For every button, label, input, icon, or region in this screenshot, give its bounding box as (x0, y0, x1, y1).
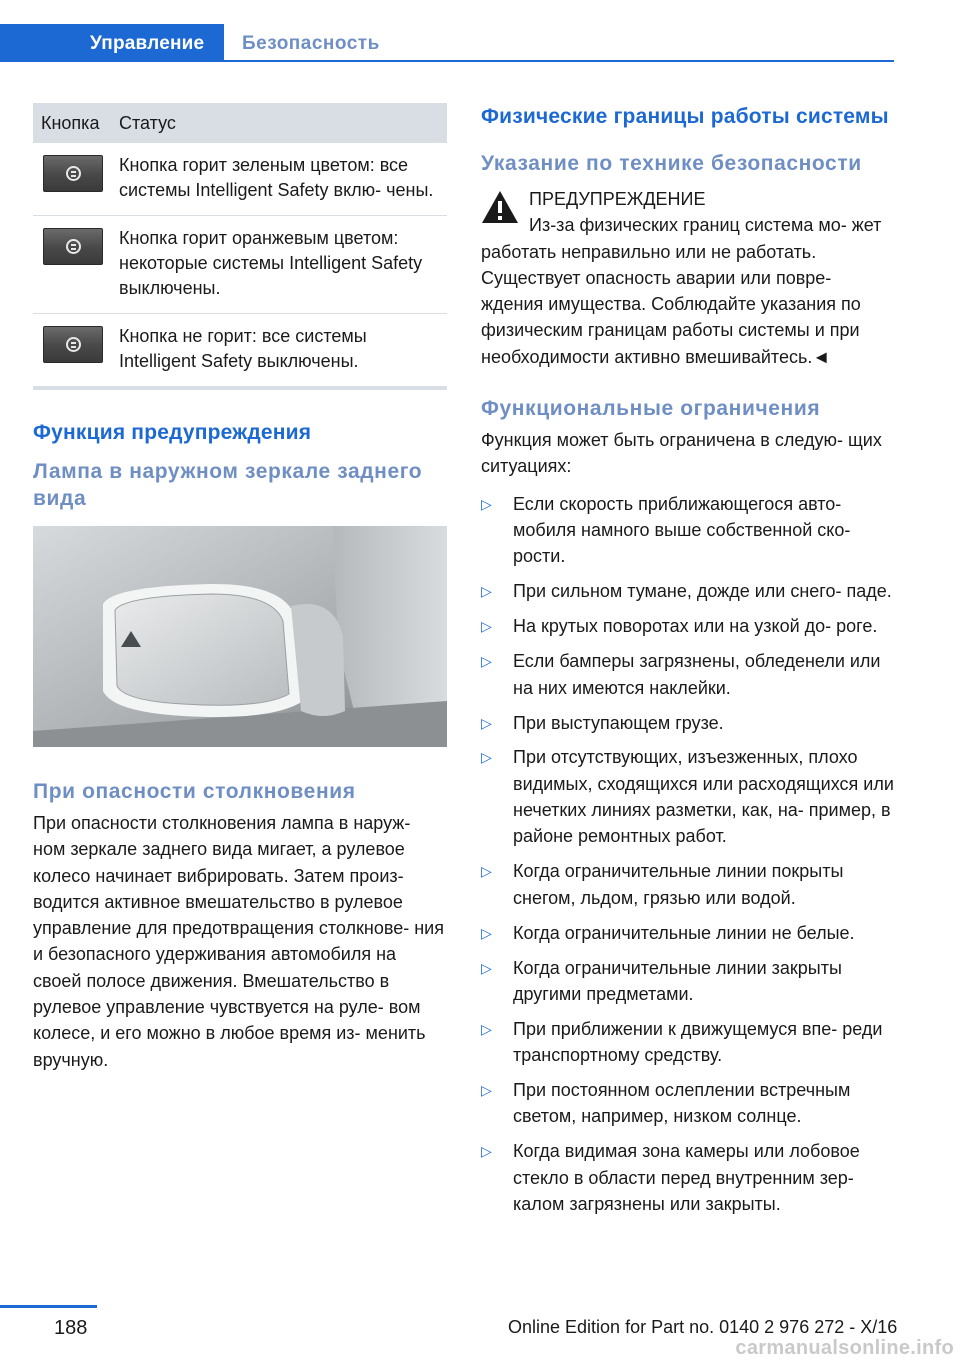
bullet-arrow-icon: ▷ (481, 749, 492, 766)
heading-physical-limits: Физические границы работы системы (481, 105, 889, 128)
list-item: ▷ При приближении к движущемуся впе‐ реди транспортному средству. (481, 1016, 896, 1069)
list-item: ▷ Когда видимая зона камеры или лобовое стекло в области перед внутренним зер‐ калом загрязнены или закрыты. (481, 1138, 896, 1217)
bullet-arrow-icon: ▷ (481, 1143, 492, 1160)
bullet-arrow-icon: ▷ (481, 618, 492, 635)
side-mirror-illustration (33, 526, 447, 747)
bullet-arrow-icon: ▷ (481, 495, 492, 512)
bullet-arrow-icon: ▷ (481, 653, 492, 670)
list-item: ▷ При постоянном ослеплении встречным светом, например, низком солнце. (481, 1077, 896, 1130)
side-mirror-photo (33, 526, 447, 747)
table-cell-button (33, 216, 111, 314)
table-header-status: Статус (111, 103, 447, 143)
list-item: ▷ Если скорость приближающегося авто‐ мобиля намного выше собственной ско‐ рости. (481, 491, 896, 570)
right-column (481, 103, 896, 1226)
bullet-arrow-icon: ▷ (481, 959, 492, 976)
table-header-row (33, 103, 447, 143)
intelligent-safety-button-icon (43, 155, 103, 192)
warning-text: Из-за физических границ система мо‐ жет работать неправильно или не работать. Существует опасность аварии или повре‐ ждения имущества. Соблюдайте указания по физическим границам работы системы и при необходимости активно вмешивайтесь.◄ (481, 215, 882, 367)
table-row (33, 216, 447, 314)
intelligent-safety-button-icon (43, 228, 103, 265)
header-tabs (0, 24, 894, 62)
list-item: ▷ При отсутствующих, изъезженных, плохо видимых, сходящихся или расходящихся или нечетких линиях разметки, как, на‐ пример, в районе ремонтных работ. (481, 744, 896, 849)
watermark: carmanualsonline.info (735, 1337, 954, 1359)
edition-text: Online Edition for Part no. 0140 2 976 272 - X/16 (508, 1317, 898, 1337)
bullet-arrow-icon: ▷ (481, 863, 492, 880)
list-item: ▷ Когда ограничительные линии покрыты снегом, льдом, грязью или водой. (481, 858, 896, 911)
button-status-table (33, 103, 447, 390)
heading-warning-function: Функция предупреждения (33, 421, 312, 444)
bullet-arrow-icon: ▷ (481, 583, 492, 600)
warning-block (481, 186, 896, 370)
table-row (33, 314, 447, 389)
limits-intro: Функция может быть ограничена в следую‐ щих ситуациях: (481, 430, 882, 477)
page-number: 188 (54, 1317, 88, 1339)
list-item: ▷ На крутых поворотах или на узкой до‐ роге. (481, 613, 896, 639)
footer-rule (0, 1305, 97, 1308)
collision-paragraph: При опасности столкновения лампа в наруж‐ ном зеркале заднего вида мигает, а рулевое колесо начинает вибрировать. Затем произ‐ водится активное вмешательство в рулевое управление для предотвращения столкнове‐ ния и безопасного удерживания автомобиля на своей полосе движения. Вмешательство в рулевое управление чувствуется на руле‐ вом колесе, и его можно в любое время из‐ менить вручную. (33, 813, 444, 1070)
tab-control[interactable]: Управление (0, 24, 224, 62)
heading-safety-note: Указание по технике безопасности (481, 152, 862, 175)
table-cell-button (33, 143, 111, 216)
bullet-arrow-icon: ▷ (481, 714, 492, 731)
table-row (33, 143, 447, 216)
bullet-arrow-icon: ▷ (481, 1082, 492, 1099)
table-cell-status: Кнопка горит зеленым цветом: все системы Intelligent Safety вклю‐ чены. (111, 143, 447, 216)
heading-functional-limits: Функциональные ограничения (481, 397, 821, 421)
bullet-arrow-icon: ▷ (481, 924, 492, 941)
list-item: ▷ При выступающем грузе. (481, 710, 896, 736)
heading-collision: При опасности столкновения (33, 780, 356, 803)
list-item: ▷ Если бамперы загрязнены, обледенели или на них имеются наклейки. (481, 648, 896, 701)
warning-heading: ПРЕДУПРЕЖДЕНИЕ (529, 189, 706, 209)
table-cell-button (33, 314, 111, 389)
table-cell-status: Кнопка горит оранжевым цветом: некоторые системы Intelligent Safety выключены. (111, 216, 447, 314)
bullet-arrow-icon: ▷ (481, 1020, 492, 1037)
tab-safety[interactable]: Безопасность (242, 33, 380, 54)
list-item: ▷ Когда ограничительные линии закрыты другими предметами. (481, 955, 896, 1008)
list-item: ▷ При сильном тумане, дожде или снего‐ паде. (481, 578, 896, 604)
header-rule (0, 60, 894, 62)
list-item: ▷ Когда ограничительные линии не белые. (481, 920, 896, 946)
intelligent-safety-button-icon (43, 326, 103, 363)
warning-triangle-icon (481, 190, 519, 224)
heading-mirror-lamp: Лампа в наружном зеркале заднего вида (33, 460, 423, 510)
table-header-button: Кнопка (33, 103, 111, 143)
table-cell-status: Кнопка не горит: все системы Intelligent Safety выключены. (111, 314, 447, 389)
left-column (33, 103, 447, 1073)
limits-list (481, 491, 896, 1218)
